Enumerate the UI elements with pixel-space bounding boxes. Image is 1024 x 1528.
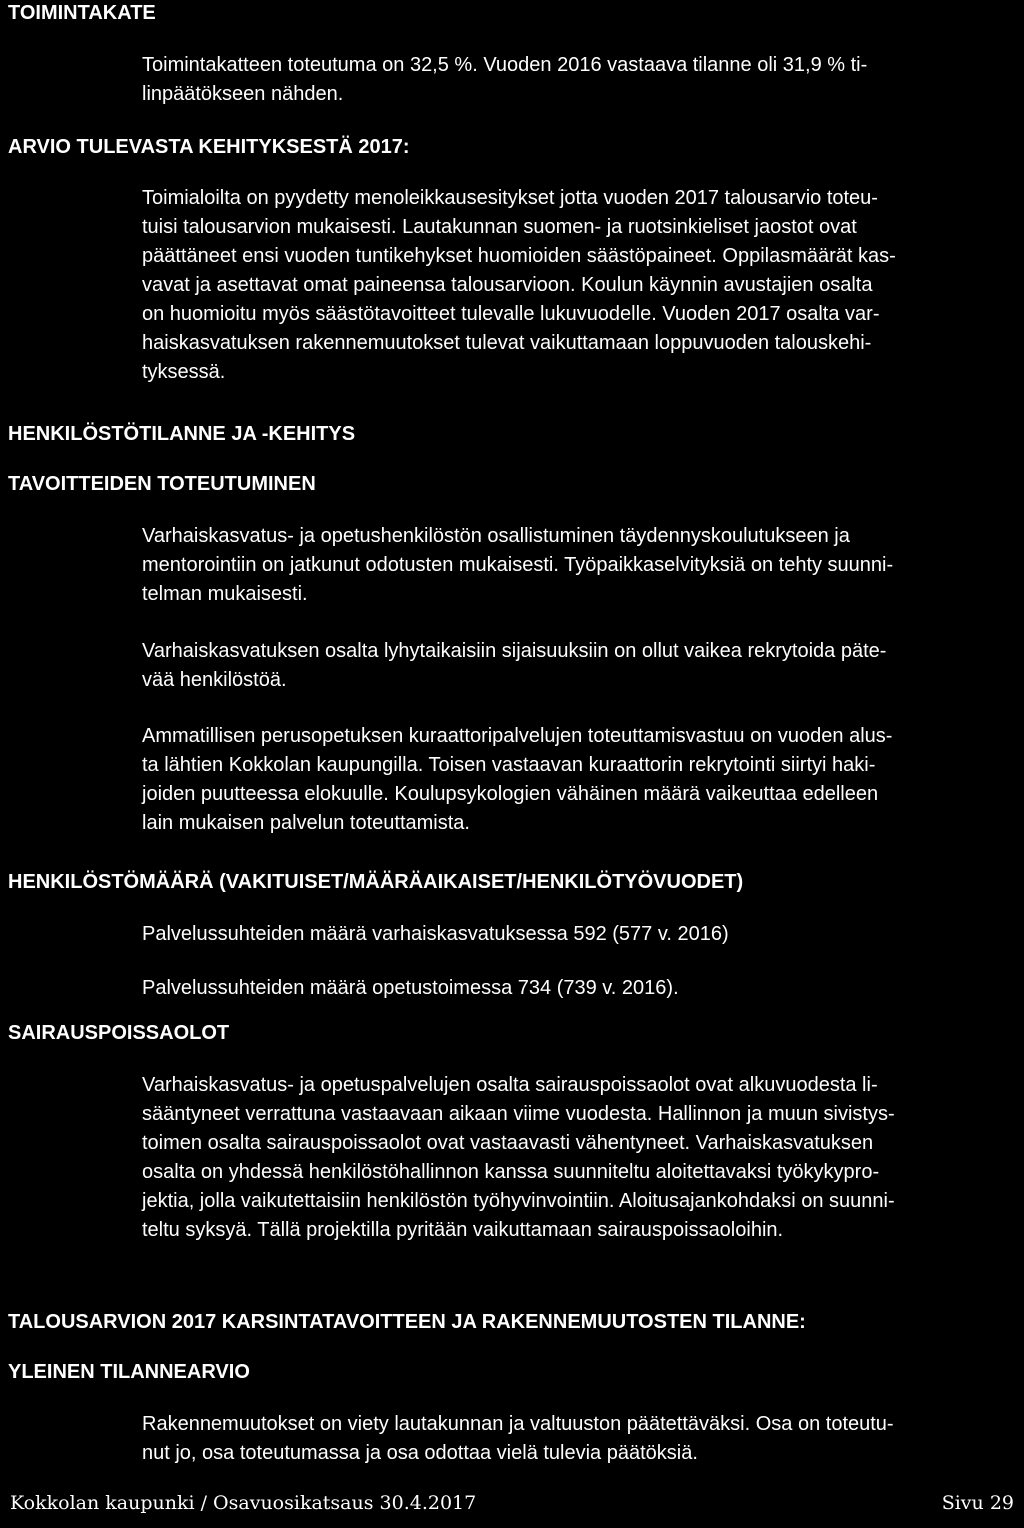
heading-sairauspoissaolot: SAIRAUSPOISSAOLOT xyxy=(8,1022,230,1044)
text-line: Varhaiskasvatuksen osalta lyhytaikaisiin sijaisuuksiin on ollut vaikea rekrytoida päte- xyxy=(142,640,887,662)
text-line: ta lähtien Kokkolan kaupungilla. Toisen vastaavan kuraattorin rekrytointi siirtyi haki- xyxy=(142,754,876,776)
text-line: Palvelussuhteiden määrä varhaiskasvatuksessa 592 (577 v. 2016) xyxy=(142,923,729,945)
text-line: Varhaiskasvatus- ja opetushenkilöstön osallistuminen täydennyskoulutukseen ja xyxy=(142,525,850,547)
paragraph-toimintakate xyxy=(142,51,1002,109)
paragraph-sairauspoissaolot xyxy=(142,1071,1002,1245)
text-line: nut jo, osa toteutumassa ja osa odottaa vielä tulevia päätöksiä. xyxy=(142,1442,698,1464)
paragraph-henkilostomaara-2 xyxy=(142,974,1002,1003)
text-line: toimen osalta sairauspoissaolot ovat vastaavasti vähentyneet. Varhaiskasvatuksen xyxy=(142,1132,874,1154)
text-line: telman mukaisesti. xyxy=(142,583,308,605)
text-line: jektia, jolla vaikutettaisiin henkilöstön työhyvinvointiin. Aloitusajankohdaksi on suunni- xyxy=(142,1190,895,1212)
heading-tavoitteet: TAVOITTEIDEN TOTEUTUMINEN xyxy=(8,473,316,495)
text-line: lain mukaisen palvelun toteuttamista. xyxy=(142,812,470,834)
text-line: mentorointiin on jatkunut odotusten mukaisesti. Työpaikkaselvityksiä on tehty suunni- xyxy=(142,554,894,576)
text-line: haiskasvatuksen rakennemuutokset tulevat vaikuttamaan loppuvuoden talouskehi- xyxy=(142,332,872,354)
text-line: tyksessä. xyxy=(142,361,226,383)
heading-henkilostomaara: HENKILÖSTÖMÄÄRÄ (VAKITUISET/MÄÄRÄAIKAISET/HENKILÖTYÖVUODET) xyxy=(8,871,744,893)
heading-henkilosto: HENKILÖSTÖTILANNE JA -KEHITYS xyxy=(8,423,356,445)
heading-talousarvio: TALOUSARVION 2017 KARSINTATAVOITTEEN JA RAKENNEMUUTOSTEN TILANNE: xyxy=(8,1311,806,1333)
text-line: osalta on yhdessä henkilöstöhallinnon kanssa suunniteltu aloitettavaksi työkykypro- xyxy=(142,1161,880,1183)
paragraph-arvio xyxy=(142,184,1002,387)
heading-arvio: ARVIO TULEVASTA KEHITYKSESTÄ 2017: xyxy=(8,136,410,158)
text-line: Rakennemuutokset on viety lautakunnan ja valtuuston päätettäväksi. Osa on toteutu- xyxy=(142,1413,894,1435)
paragraph-yleinen xyxy=(142,1410,1002,1468)
text-line: Toimintakatteen toteutuma on 32,5 %. Vuoden 2016 vastaava tilanne oli 31,9 % ti- xyxy=(142,54,868,76)
text-line: Toimialoilta on pyydetty menoleikkausesitykset jotta vuoden 2017 talousarvio toteu- xyxy=(142,187,878,209)
paragraph-tavoitteet-1 xyxy=(142,522,1002,609)
text-line: Ammatillisen perusopetuksen kuraattoripalvelujen toteuttamisvastuu on vuoden alus- xyxy=(142,725,893,747)
text-line: päättäneet ensi vuoden tuntikehykset huomioiden säästöpaineet. Oppilasmäärät kas- xyxy=(142,245,896,267)
text-line: linpäätökseen nähden. xyxy=(142,83,344,105)
heading-yleinen: YLEINEN TILANNEARVIO xyxy=(8,1361,250,1383)
heading-toimintakate: TOIMINTAKATE xyxy=(8,2,156,24)
text-line: teltu syksyä. Tällä projektilla pyritään vaikuttamaan sairauspoissaoloihin. xyxy=(142,1219,784,1241)
text-line: on huomioitu myös säästötavoitteet tulevalle lukuvuodelle. Vuoden 2017 osalta var- xyxy=(142,303,880,325)
paragraph-henkilostomaara-1 xyxy=(142,920,1002,949)
footer-page-number: Sivu 29 xyxy=(941,1492,1014,1514)
text-line: vää henkilöstöä. xyxy=(142,669,287,691)
text-line: joiden puutteessa elokuulle. Koulupsykologien vähäinen määrä vaikeuttaa edelleen xyxy=(142,783,879,805)
page-footer xyxy=(10,1488,1014,1518)
text-line: Varhaiskasvatus- ja opetuspalvelujen osalta sairauspoissaolot ovat alkuvuodesta li- xyxy=(142,1074,878,1096)
text-line: Palvelussuhteiden määrä opetustoimessa 734 (739 v. 2016). xyxy=(142,977,679,999)
text-line: vavat ja asettavat omat paineensa talousarvioon. Koulun käynnin avustajien osalta xyxy=(142,274,873,296)
paragraph-tavoitteet-2 xyxy=(142,637,1002,695)
paragraph-tavoitteet-3 xyxy=(142,722,1002,838)
text-line: tuisi talousarvion mukaisesti. Lautakunnan suomen- ja ruotsinkieliset jaostot ovat xyxy=(142,216,857,238)
text-line: sääntyneet verrattuna vastaavaan aikaan viime vuodesta. Hallinnon ja muun sivistys- xyxy=(142,1103,895,1125)
footer-document-title: Kokkolan kaupunki / Osavuosikatsaus 30.4.2017 xyxy=(10,1492,477,1514)
